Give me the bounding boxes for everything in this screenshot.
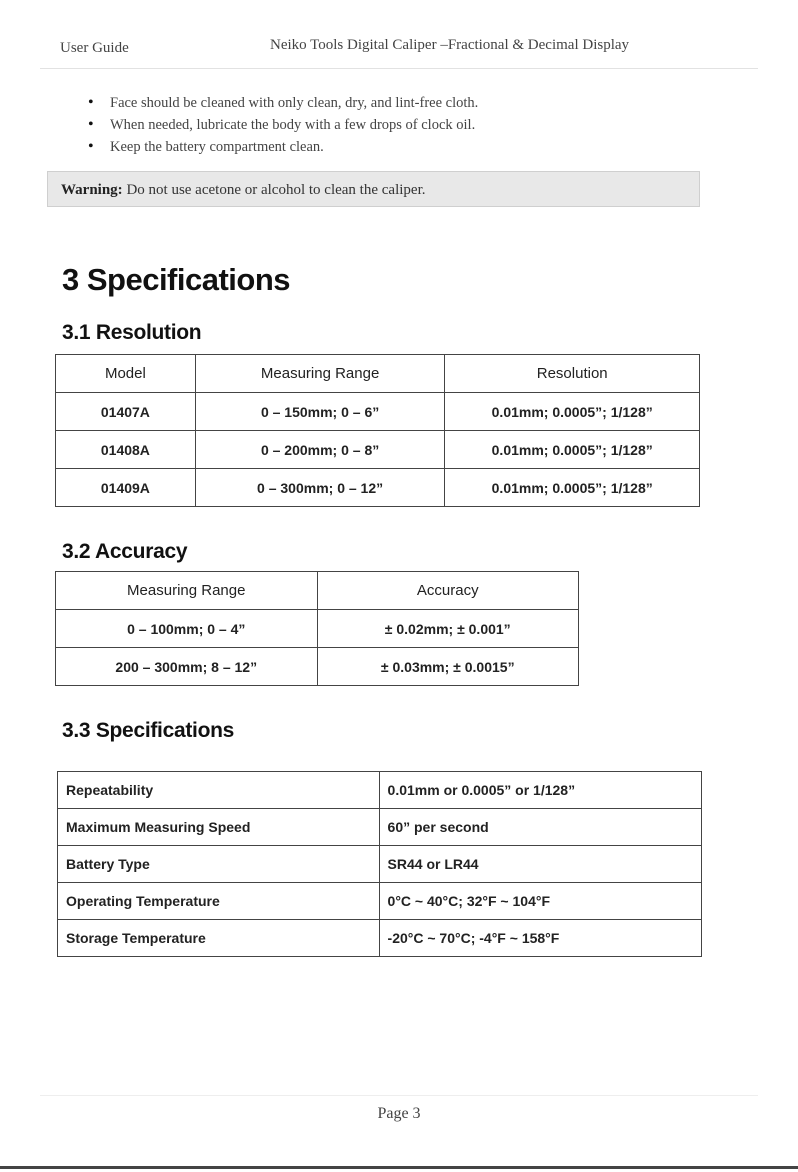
- table-row: [58, 772, 702, 809]
- warning-box: [47, 171, 700, 207]
- table-row: [56, 393, 700, 431]
- warning-label: Warning:: [61, 182, 123, 198]
- bullet-item: • Keep the battery compartment clean.: [88, 136, 478, 158]
- table-cell: ± 0.02mm; ± 0.001”: [317, 610, 579, 648]
- table-header-row: [56, 355, 700, 393]
- table-row: [56, 469, 700, 507]
- spec-label: Storage Temperature: [58, 920, 380, 957]
- scan-bottom-edge: [0, 1166, 798, 1169]
- table-cell: 0.01mm; 0.0005”; 1/128”: [445, 393, 700, 431]
- page-number: Page 3: [377, 1105, 421, 1122]
- bullet-item: • Face should be cleaned with only clean, dry, and lint-free cloth.: [88, 92, 478, 114]
- table-cell: ± 0.03mm; ± 0.0015”: [317, 648, 579, 686]
- table-cell: 0.01mm; 0.0005”; 1/128”: [445, 431, 700, 469]
- column-header: Measuring Range: [195, 355, 445, 393]
- header-left-text: User Guide: [60, 40, 129, 56]
- spec-value: 0°C ~ 40°C; 32°F ~ 104°F: [379, 883, 701, 920]
- table-row: [56, 648, 579, 686]
- table-cell: 0 – 200mm; 0 – 8”: [195, 431, 445, 469]
- table-cell: 0 – 300mm; 0 – 12”: [195, 469, 445, 507]
- warning-text: Do not use acetone or alcohol to clean the caliper.: [126, 182, 426, 198]
- maintenance-bullet-list: [88, 92, 478, 158]
- spec-label: Maximum Measuring Speed: [58, 809, 380, 846]
- spec-label: Operating Temperature: [58, 883, 380, 920]
- accuracy-table: [55, 571, 579, 686]
- column-header: Model: [56, 355, 196, 393]
- spec-label: Battery Type: [58, 846, 380, 883]
- table-cell: 0 – 100mm; 0 – 4”: [56, 610, 318, 648]
- resolution-table: [55, 354, 700, 507]
- table-row: [58, 846, 702, 883]
- accuracy-heading: 3.2 Accuracy: [62, 540, 188, 563]
- section-title: 3 Specifications: [62, 262, 291, 297]
- table-row: [56, 431, 700, 469]
- resolution-heading: 3.1 Resolution: [62, 321, 202, 344]
- footer-divider: [40, 1095, 758, 1096]
- header-divider: [40, 68, 758, 69]
- specifications-table: [57, 771, 702, 957]
- table-cell: 01409A: [56, 469, 196, 507]
- spec-label: Repeatability: [58, 772, 380, 809]
- column-header: Measuring Range: [56, 572, 318, 610]
- spec-value: 0.01mm or 0.0005” or 1/128”: [379, 772, 701, 809]
- header-right-text: Neiko Tools Digital Caliper –Fractional & Decimal Display: [270, 37, 630, 53]
- specifications-heading: 3.3 Specifications: [62, 719, 235, 742]
- table-header-row: [56, 572, 579, 610]
- spec-value: SR44 or LR44: [379, 846, 701, 883]
- spec-value: 60” per second: [379, 809, 701, 846]
- table-row: [58, 883, 702, 920]
- table-row: [58, 920, 702, 957]
- table-cell: 01408A: [56, 431, 196, 469]
- table-row: [56, 610, 579, 648]
- spec-value: -20°C ~ 70°C; -4°F ~ 158°F: [379, 920, 701, 957]
- column-header: Accuracy: [317, 572, 579, 610]
- bullet-item: • When needed, lubricate the body with a few drops of clock oil.: [88, 114, 478, 136]
- table-cell: 0 – 150mm; 0 – 6”: [195, 393, 445, 431]
- column-header: Resolution: [445, 355, 700, 393]
- table-cell: 0.01mm; 0.0005”; 1/128”: [445, 469, 700, 507]
- table-cell: 200 – 300mm; 8 – 12”: [56, 648, 318, 686]
- table-row: [58, 809, 702, 846]
- table-cell: 01407A: [56, 393, 196, 431]
